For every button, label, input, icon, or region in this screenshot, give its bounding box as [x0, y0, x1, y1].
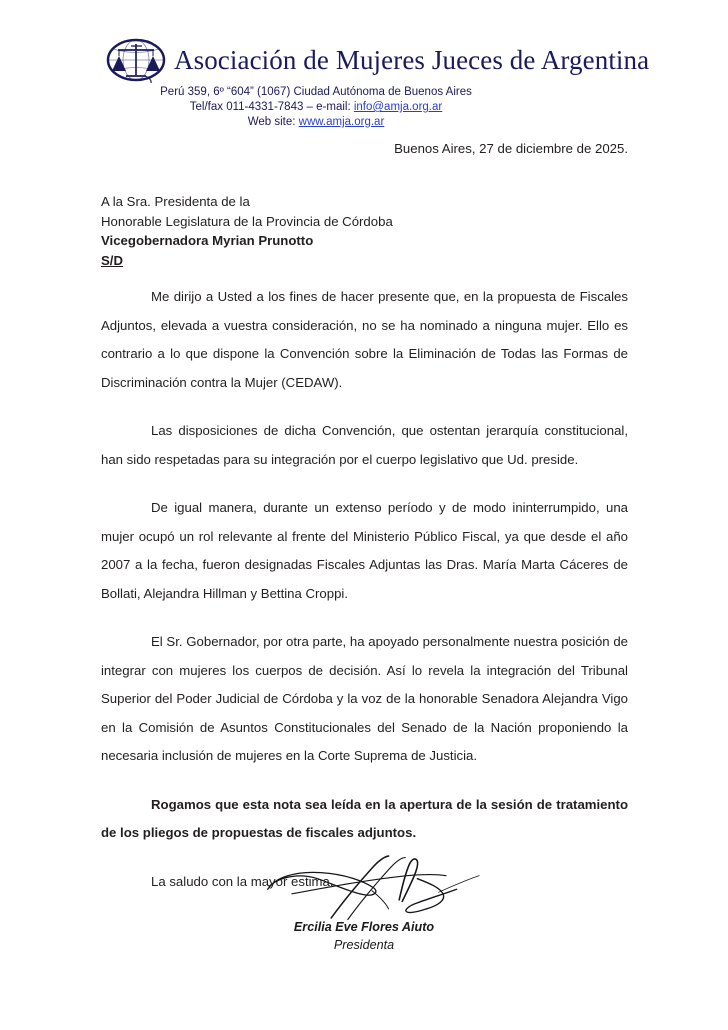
paragraph-2: Las disposiciones de dicha Convención, que ostentan jerarquía constitucional, han sido respetadas para su integración por el cuerpo legislativo que Ud. preside.	[101, 423, 628, 467]
organization-title: Asociación de Mujeres Jueces de Argentina	[174, 44, 650, 75]
letterhead-phone-email-line	[0, 100, 632, 115]
addressee-block	[101, 192, 628, 270]
letterhead	[0, 36, 728, 130]
date-line: Buenos Aires, 27 de diciembre de 2025.	[394, 141, 628, 156]
letterhead-title-row	[0, 36, 728, 84]
addressee-line-1: A la Sra. Presidenta de la	[101, 194, 250, 209]
letterhead-address-line	[0, 85, 632, 100]
paragraph-5-request: Rogamos que esta nota sea leída en la apertura de la sesión de tratamiento de los pliegos de propuestas de fiscales adjuntos.	[101, 796, 628, 840]
handwritten-signature-icon	[257, 853, 487, 921]
signature-name: Ercilia Eve Flores Aiuto	[293, 920, 435, 934]
scales-of-justice-globe-logo-icon	[106, 37, 168, 85]
paragraph-6-closing: La saludo con la mayor estima.	[151, 873, 334, 889]
paragraph-3: De igual manera, durante un extenso período y de modo ininterrumpido, una mujer ocupó un rol relevante al frente del Ministerio Público Fiscal, ya que desde el año 2007 a la fecha, fueron designadas Fiscales Adjuntas las Dras. María Marta Cáceres de Bollati, Alejandra Hillman y Bettina Croppi.	[101, 500, 628, 601]
addressee-line-4: S/D	[101, 252, 123, 268]
addressee-line-3: Vicegobernadora Myrian Prunotto	[101, 233, 314, 248]
phone-email-prefix: Tel/fax 011-4331-7843 – e-mail:	[189, 101, 354, 113]
letter-body	[101, 283, 628, 896]
paragraph-4: El Sr. Gobernador, por otra parte, ha apoyado personalmente nuestra posición de integrar con mujeres los cuerpos de decisión. Así lo revela la integración del Tribunal Superior del Poder Judicial de Córdoba y la voz de la honorable Senadora Alejandra Vigo en la Comisión de Asuntos Constitucionales del Senado de la Nación proponiendo la necesaria inclusión de mujeres en la Corte Suprema de Justicia.	[101, 634, 628, 763]
signature-role: Presidenta	[333, 938, 395, 952]
website-prefix: Web site:	[247, 116, 299, 128]
address-text: Perú 359, 6º “604” (1067) Ciudad Autónoma de Buenos Aires	[160, 86, 472, 98]
letterhead-website-line	[0, 115, 632, 130]
signature-block	[0, 853, 728, 953]
addressee-line-2: Honorable Legislatura de la Provincia de Córdoba	[101, 213, 393, 229]
email-link[interactable]: info@amja.org.ar	[353, 101, 443, 113]
paragraph-1: Me dirijo a Usted a los fines de hacer presente que, en la propuesta de Fiscales Adjuntos, elevada a vuestra consideración, no se ha nominado a ninguna mujer. Ello es contrario a lo que dispone la Convención sobre la Eliminación de Todas las Formas de Discriminación contra la Mujer (CEDAW).	[101, 289, 628, 390]
letterhead-contact-lines	[0, 85, 728, 130]
website-link[interactable]: www.amja.org.ar	[298, 116, 385, 128]
